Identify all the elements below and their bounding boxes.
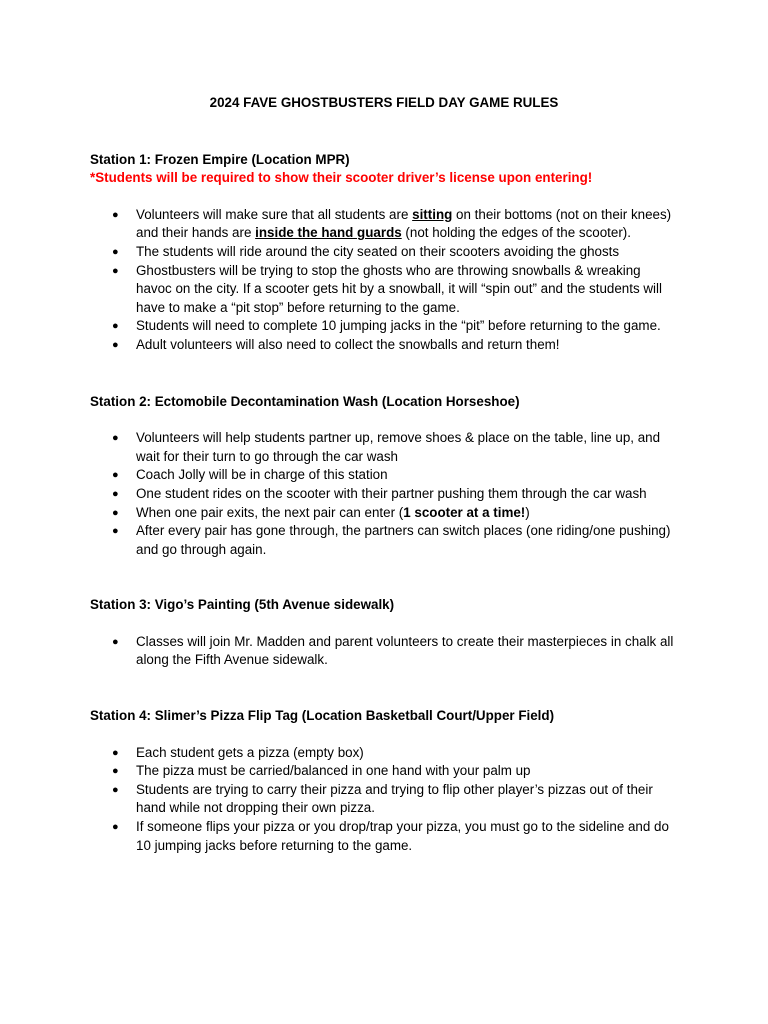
rule-text: on their bottoms (not on their knees) and their hands are	[136, 206, 672, 241]
rule-text: The students will ride around the city seated on their scooters avoiding the ghosts	[136, 243, 620, 259]
rule-text: Students are trying to carry their pizza and trying to flip other player’s pizzas out of their hand while not dropping their own pizza.	[136, 781, 653, 816]
rules-list	[90, 633, 678, 670]
bullet-dot-icon: ●	[112, 338, 119, 351]
station-heading: Station 1: Frozen Empire (Location MPR)	[90, 151, 350, 167]
rule-item	[90, 466, 678, 485]
rule-text: Students will need to complete 10 jumping jacks in the “pit” before returning to the game.	[136, 318, 661, 334]
station-section-2	[90, 393, 678, 560]
bullet-dot-icon: ●	[112, 320, 119, 333]
rule-text: After every pair has gone through, the partners can switch places (one riding/one pushing) and go through again.	[136, 523, 671, 557]
rule-item	[90, 744, 678, 763]
station-warning-note: *Students will be required to show their scooter driver’s license upon entering!	[90, 170, 593, 186]
rule-item	[90, 262, 678, 318]
bullet-dot-icon: ●	[112, 208, 119, 221]
rule-text: Volunteers will help students partner up, remove shoes & place on the table, line up, and wait for their turn to go through the car wash	[136, 430, 661, 464]
rule-item	[90, 818, 678, 855]
rule-item	[90, 633, 678, 670]
rule-item	[90, 762, 678, 781]
bullet-dot-icon: ●	[112, 506, 119, 519]
rule-text: Adult volunteers will also need to collect the snowballs and return them!	[136, 336, 560, 352]
rule-text: )	[525, 504, 530, 520]
station-heading: Station 2: Ectomobile Decontamination Wash (Location Horseshoe)	[90, 393, 520, 409]
bullet-dot-icon: ●	[112, 765, 119, 778]
rule-item	[90, 206, 678, 243]
rule-text: The pizza must be carried/balanced in one hand with your palm up	[136, 763, 531, 779]
emphasized-text: inside the hand guards	[255, 225, 402, 241]
rule-text: Volunteers will make sure that all students are	[136, 206, 413, 222]
bullet-dot-icon: ●	[112, 821, 119, 834]
station-heading: Station 4: Slimer’s Pizza Flip Tag (Location Basketball Court/Upper Field)	[90, 708, 555, 724]
bullet-dot-icon: ●	[112, 264, 119, 277]
bullet-dot-icon: ●	[112, 635, 119, 648]
rule-item	[90, 317, 678, 336]
station-section-3	[90, 596, 678, 670]
rule-item	[90, 781, 678, 818]
bullet-dot-icon: ●	[112, 245, 119, 258]
rule-text: Each student gets a pizza (empty box)	[136, 744, 364, 760]
rule-text: Coach Jolly will be in charge of this station	[136, 467, 388, 483]
rule-item	[90, 504, 678, 523]
rules-list	[90, 744, 678, 856]
document-title: 2024 FAVE GHOSTBUSTERS FIELD DAY GAME RULES	[209, 95, 559, 110]
stations-container	[90, 151, 678, 856]
rule-item	[90, 429, 678, 466]
rule-item	[90, 485, 678, 504]
station-section-4	[90, 707, 678, 855]
bullet-dot-icon: ●	[112, 783, 119, 796]
rule-text: Ghostbusters will be trying to stop the ghosts who are throwing snowballs & wreaking havoc on the city. If a scooter gets hit by a snowball, it will “spin out” and the students will have to make a “pit stop” before returning to the game.	[136, 262, 662, 315]
bullet-dot-icon: ●	[112, 525, 119, 538]
station-section-1	[90, 151, 678, 355]
emphasized-text: 1 scooter at a time!	[403, 504, 526, 520]
rules-list	[90, 429, 678, 559]
rules-list	[90, 206, 678, 355]
bullet-dot-icon: ●	[112, 432, 119, 445]
rule-text: When one pair exits, the next pair can enter (	[136, 504, 404, 520]
rule-item	[90, 243, 678, 262]
rule-text: Classes will join Mr. Madden and parent volunteers to create their masterpieces in chalk all along the Fifth Avenue sidewalk.	[136, 633, 674, 668]
rule-item	[90, 522, 678, 559]
rule-item	[90, 336, 678, 355]
rule-text: If someone flips your pizza or you drop/trap your pizza, you must go to the sideline and do 10 jumping jacks before returning to the game.	[136, 819, 669, 853]
station-heading: Station 3: Vigo’s Painting (5th Avenue sidewalk)	[90, 597, 395, 613]
bullet-dot-icon: ●	[112, 469, 119, 482]
rule-text: One student rides on the scooter with their partner pushing them through the car wash	[136, 485, 647, 501]
rule-text: (not holding the edges of the scooter).	[401, 225, 631, 241]
bullet-dot-icon: ●	[112, 487, 119, 500]
emphasized-text: sitting	[412, 206, 453, 222]
bullet-dot-icon: ●	[112, 746, 119, 759]
